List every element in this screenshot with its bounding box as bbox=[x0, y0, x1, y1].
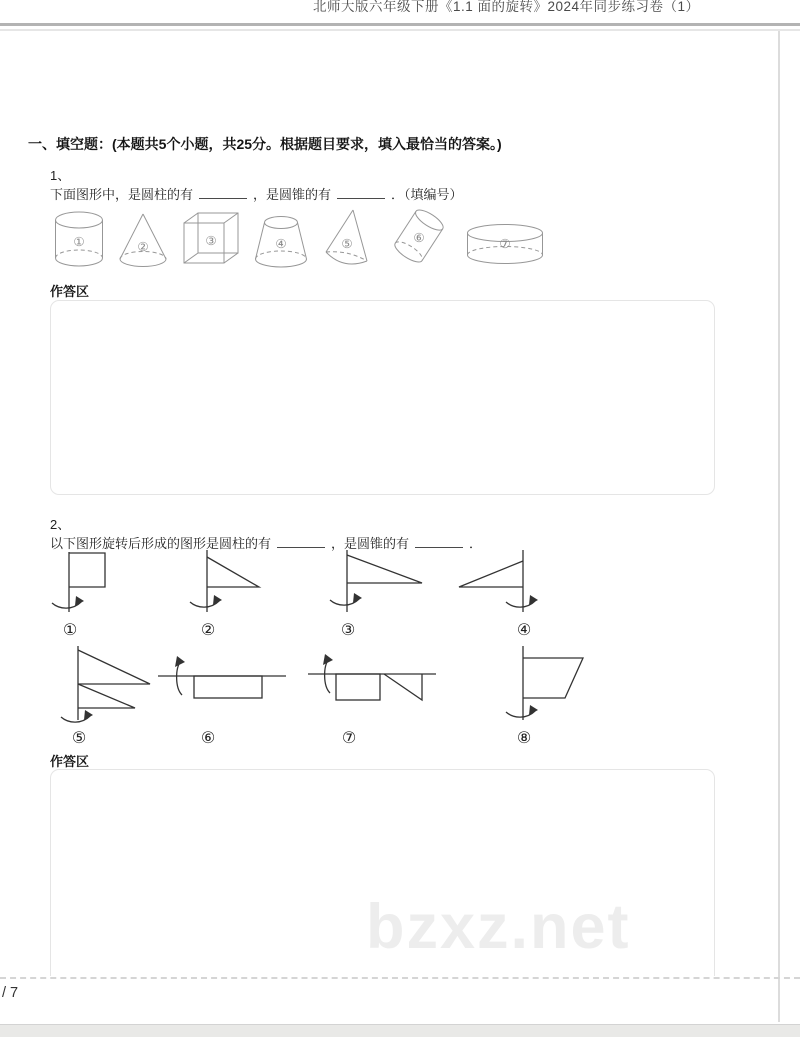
section-heading: 一、填空题：(本题共5个小题，共25分。根据题目要求，填入最恰当的答案。) bbox=[28, 136, 502, 152]
shape-4-label: ④ bbox=[275, 237, 287, 251]
shape-cylinder bbox=[52, 210, 106, 268]
q1-shape-row bbox=[52, 202, 546, 268]
answer-blank-3 bbox=[277, 536, 325, 548]
triangle-flag-drawing bbox=[169, 550, 289, 618]
answer-box-1[interactable] bbox=[50, 300, 715, 495]
answer-box-2[interactable] bbox=[50, 769, 715, 976]
shape-wide-cylinder bbox=[464, 222, 546, 268]
rotation-arrow-icon bbox=[61, 710, 93, 722]
figure-1-label: ① bbox=[62, 622, 78, 639]
answer-area-label-1: 作答区 bbox=[50, 284, 90, 299]
page-right-edge bbox=[778, 31, 780, 1022]
answer-blank-2 bbox=[337, 187, 385, 199]
figure-7-label: ⑦ bbox=[341, 730, 357, 747]
shape-1-label: ① bbox=[73, 235, 85, 249]
watermark: bzxz.net bbox=[366, 892, 631, 962]
horizontal-scrollbar-track[interactable] bbox=[0, 1024, 800, 1037]
figure-square-flag bbox=[31, 550, 151, 639]
square-flag-drawing bbox=[31, 550, 151, 618]
figure-8-label: ⑧ bbox=[516, 730, 532, 747]
wide-triangle-flag-drawing bbox=[314, 550, 434, 618]
figure-wide-triangle-flag bbox=[314, 550, 434, 639]
q2-text-part1: 以下图形旋转后形成的图形是圆柱的有 bbox=[50, 536, 272, 551]
figure-rect-triangle-below-axis bbox=[300, 646, 440, 747]
rect-triangle-below-axis-drawing bbox=[300, 646, 440, 726]
figure-5-label: ⑤ bbox=[71, 730, 87, 747]
shape-6-label: ⑥ bbox=[413, 231, 425, 245]
figure-rect-below-axis bbox=[150, 646, 290, 747]
page-break-dashed-line bbox=[0, 977, 800, 979]
answer-blank-1 bbox=[199, 187, 247, 199]
q1-text-part2: ，是圆锥的有 bbox=[253, 187, 332, 202]
shape-3-label: ③ bbox=[205, 234, 217, 248]
question-1-text bbox=[50, 184, 463, 203]
q1-text-part3: ．（填编号） bbox=[391, 187, 463, 202]
answer-area-label-2: 作答区 bbox=[50, 754, 90, 769]
rotation-arrow-icon bbox=[330, 593, 362, 605]
page-separator-line-light bbox=[0, 29, 800, 31]
shape-7-label: ⑦ bbox=[499, 237, 511, 251]
q2-text-part2: ，是圆锥的有 bbox=[331, 536, 410, 551]
question-2-number: 2、 bbox=[50, 517, 71, 532]
shape-2-label: ② bbox=[137, 240, 149, 254]
rotation-arrow-icon bbox=[190, 595, 222, 607]
figure-4-label: ④ bbox=[516, 622, 532, 639]
answer-blank-4 bbox=[415, 536, 463, 548]
q2-text-part3: ． bbox=[469, 536, 483, 551]
question-1-number: 1、 bbox=[50, 168, 71, 183]
figure-6-label: ⑥ bbox=[200, 730, 216, 747]
document-title: 北师大版六年级下册《1.1 面的旋转》2024年同步练习卷（1） bbox=[313, 0, 700, 14]
shape-oblique-cylinder bbox=[384, 204, 454, 268]
shape-cone bbox=[116, 212, 170, 268]
page-number: / 7 bbox=[2, 985, 19, 1001]
shape-5-label: ⑤ bbox=[341, 237, 353, 251]
figure-trapezoid-flag bbox=[465, 646, 605, 747]
shape-oblique-cone bbox=[320, 208, 374, 268]
figure-left-triangle-flag bbox=[439, 550, 559, 639]
rotation-arrow-icon bbox=[506, 705, 538, 717]
shape-truncated-cone bbox=[252, 214, 310, 268]
trapezoid-flag-drawing bbox=[465, 646, 605, 726]
rotation-arrow-icon bbox=[506, 595, 538, 607]
q1-text-part1: 下面图形中，是圆柱的有 bbox=[50, 187, 194, 202]
figure-3-label: ③ bbox=[340, 622, 356, 639]
figure-2-label: ② bbox=[200, 622, 216, 639]
rotation-arrow-icon bbox=[52, 596, 84, 608]
left-triangle-flag-drawing bbox=[439, 550, 559, 618]
shape-cube bbox=[180, 210, 242, 268]
page-separator-line bbox=[0, 23, 800, 26]
figure-triangle-flag bbox=[169, 550, 289, 639]
rect-below-axis-drawing bbox=[150, 646, 290, 726]
